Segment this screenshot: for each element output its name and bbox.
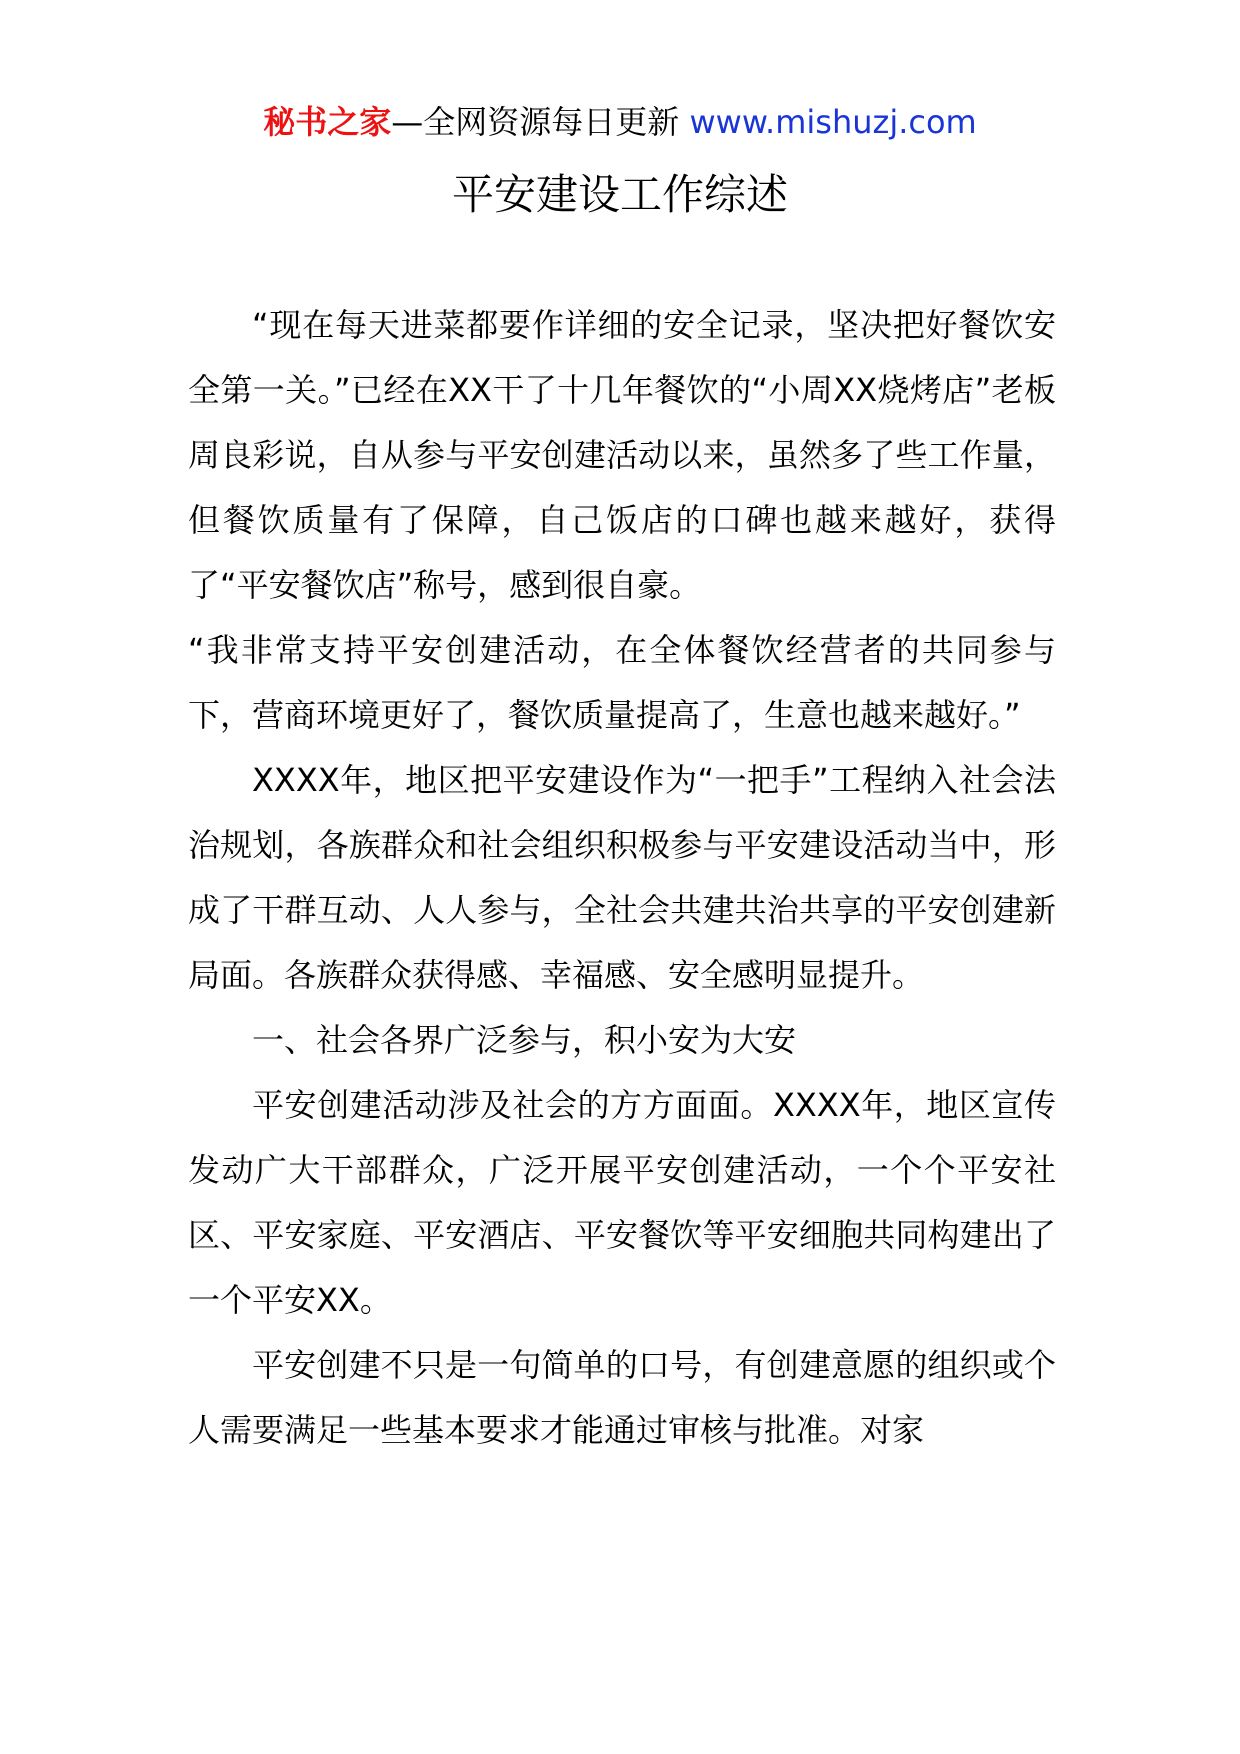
paragraph-section-1-intro: 平安创建活动涉及社会的方方面面。XXXX年，地区宣传发动广大干部群众，广泛开展平安创建活动，一个个平安社区、平安家庭、平安酒店、平安餐饮等平安细胞共同构建出了一个平安XX。 xyxy=(188,1086,1056,1319)
paragraph-overview: XXXX年，地区把平安建设作为“一把手”工程纳入社会法治规划，各族群众和社会组织积极参与平安建设活动当中，形成了干群互动、人人参与，全社会共建共治共享的平安创建新局面。各族群众获得感、幸福感、安全感明显提升。 xyxy=(188,761,1056,994)
section-heading-1: 一、社会各界广泛参与，积小安为大安 xyxy=(252,1021,797,1059)
document-body xyxy=(188,293,1056,1463)
paragraph-section-1-requirements: 平安创建不只是一句简单的口号，有创建意愿的组织或个人需要满足一些基本要求才能通过审核与批准。对家 xyxy=(188,1346,1056,1449)
paragraph-quote-owner: “现在每天进菜都要作详细的安全记录，坚决把好餐饮安全第一关。”已经在XX干了十几年餐饮的“小周XX烧烤店”老板周良彩说，自从参与平安创建活动以来，虽然多了些工作量，但餐饮质量有了保障，自己饭店的口碑也越来越好，获得了“平安餐饮店”称号，感到很自豪。 xyxy=(188,306,1056,604)
paragraph-quote-support: “我非常支持平安创建活动，在全体餐饮经营者的共同参与下，营商环境更好了，餐饮质量提高了，生意也越来越好。” xyxy=(188,631,1056,734)
header-tagline: —全网资源每日更新 xyxy=(391,103,690,141)
document-title: 平安建设工作综述 xyxy=(451,170,788,219)
brand-name: 秘书之家 xyxy=(263,103,392,141)
site-header xyxy=(0,100,1240,144)
site-url-link[interactable]: www.mishuzj.com xyxy=(689,103,977,141)
